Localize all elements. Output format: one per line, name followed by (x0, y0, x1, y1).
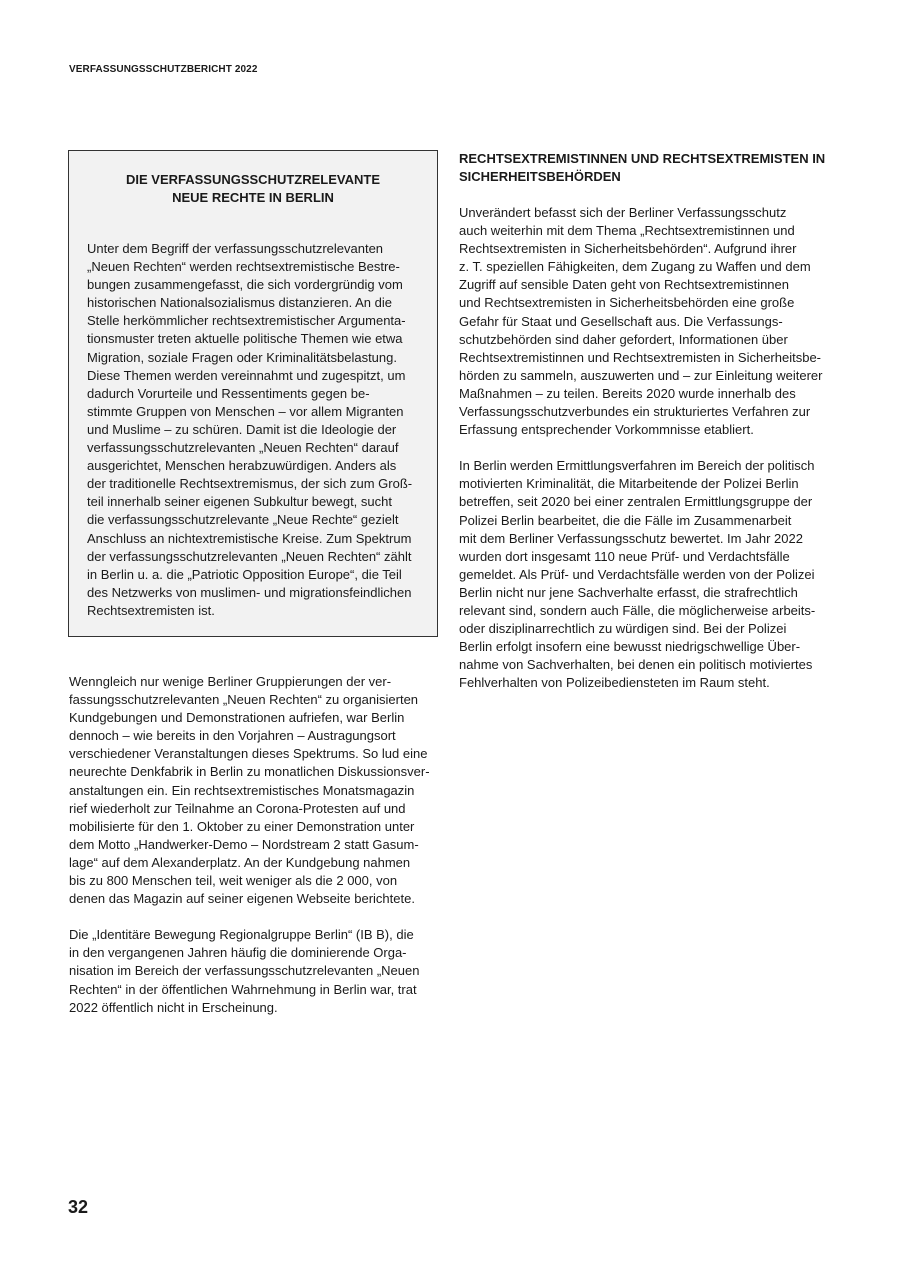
text-line: des Netzwerks von muslimen- und migrationsfeindlichen (87, 584, 412, 600)
text-line: Zugriff auf sensible Daten geht von Rechtsextremistinnen (459, 277, 789, 293)
text-line: ausgerichtet, Menschen herabzuwürdigen. Anders als (87, 458, 397, 474)
text-line: nahme von Sachverhalten, bei denen ein politisch motiviertes (459, 657, 813, 673)
text-line: Gefahr für Staat und Gesellschaft aus. Die Verfassungs- (459, 313, 783, 329)
text-line: Diese Themen werden vereinnahmt und zugespitzt, um (87, 367, 406, 383)
text-line: Maßnahmen – zu teilen. Bereits 2020 wurde innerhalb des (459, 385, 796, 401)
text-line: denen das Magazin auf seiner eigenen Webseite berichtete. (69, 891, 415, 907)
text-line: nisation im Bereich der verfassungsschutzrelevanten „Neuen (69, 963, 420, 979)
text-line: Rechten“ in der öffentlichen Wahrnehmung in Berlin war, trat (69, 981, 417, 997)
text-line: Fehlverhalten von Polizeibediensteten im Raum steht. (459, 675, 770, 691)
paragraph (459, 457, 839, 692)
text-line: und Rechtsextremisten in Sicherheitsbehörden eine große (459, 295, 795, 311)
text-line: motivierten Kriminalität, die Mitarbeitende der Polizei Berlin (459, 476, 799, 492)
text-line: 2022 öffentlich nicht in Erscheinung. (69, 999, 278, 1015)
text-line: relevant sind, sondern auch Fälle, die möglicherweise arbeits- (459, 602, 816, 618)
paragraph (69, 673, 444, 908)
info-box-body (87, 240, 423, 620)
text-line: Die „Identitäre Bewegung Regionalgruppe Berlin“ (IB B), die (69, 927, 414, 943)
text-line: mit dem Berliner Verfassungsschutz bewertet. Im Jahr 2022 (459, 530, 803, 546)
text-line: Berlin nicht nur jene Sachverhalte erfasst, die strafrechtlich (459, 584, 798, 600)
text-line: stimmte Gruppen von Menschen – vor allem Migranten (87, 403, 404, 419)
text-line: dem Motto „Handwerker-Demo – Nordstream 2 statt Gasum- (69, 836, 419, 852)
text-line: fassungsschutzrelevanten „Neuen Rechten“ zu organisierten (69, 692, 419, 708)
text-line: bis zu 800 Menschen teil, weit weniger als die 2 000, von (69, 873, 398, 889)
text-line: Rechtsextremisten in Sicherheitsbehörden“. Aufgrund ihrer (459, 241, 797, 257)
text-line: verfassungsschutzrelevanten „Neuen Rechten“ darauf (87, 440, 399, 456)
text-line: Migration, soziale Fragen oder Kriminalitätsbelastung. (87, 349, 397, 365)
text-line: „Neuen Rechten“ werden rechtsextremistische Bestre- (87, 259, 400, 275)
text-line: Kundgebungen und Demonstrationen aufriefen, war Berlin (69, 710, 405, 726)
left-column (69, 673, 444, 1017)
page-number: 32 (68, 1197, 89, 1217)
text-line: Anschluss an nichtextremistische Kreise. Zum Spektrum (87, 530, 412, 546)
text-line: neurechte Denkfabrik in Berlin zu monatlichen Diskussionsver- (69, 764, 430, 780)
paragraph (69, 926, 444, 1016)
text-line: gemeldet. Als Prüf- und Verdachtsfälle werden von der Polizei (459, 566, 815, 582)
text-line: oder disziplinarrechtlich zu würdigen sind. Bei der Polizei (459, 621, 787, 637)
text-line: historischen Nationalsozialismus distanzieren. An die (87, 295, 392, 311)
text-line: anstaltungen ein. Ein rechtsextremistisches Monatsmagazin (69, 782, 415, 798)
text-line: betreffen, seit 2020 bei einer zentralen Ermittlungsgruppe der (459, 494, 813, 510)
text-line: hörden zu sammeln, auszuwerten und – zur Einleitung weiterer (459, 367, 823, 383)
text-line: rief wiederholt zur Teilnahme an Corona-Protesten auf und (69, 800, 406, 816)
info-box-title-line: DIE VERFASSUNGSSCHUTZRELEVANTE (125, 172, 380, 187)
text-line: Polizei Berlin bearbeitet, die die Fälle im Zusammenarbeit (459, 512, 792, 528)
text-line: Erfassung entsprechender Vorkommnisse etabliert. (459, 422, 754, 438)
section-heading (459, 150, 839, 186)
text-line: und Muslime – zu schüren. Damit ist die Ideologie der (87, 421, 397, 437)
text-line: Rechtsextremisten ist. (87, 602, 215, 618)
text-line: der traditionelle Rechtsextremismus, der sich zum Groß- (87, 476, 413, 492)
text-line: Wenngleich nur wenige Berliner Gruppierungen der ver- (69, 674, 392, 689)
info-box-title-line: NEUE RECHTE IN BERLIN (172, 190, 334, 205)
text-line: bungen zusammengefasst, die sich vordergründig vom (87, 277, 403, 293)
text-line: Rechtsextremistinnen und Rechtsextremisten in Sicherheitsbe- (459, 349, 822, 365)
text-line: In Berlin werden Ermittlungsverfahren im Bereich der politisch (459, 458, 815, 474)
paragraph (459, 204, 839, 439)
text-line: dadurch Vorurteile und Ressentiments gegen be- (87, 385, 370, 401)
info-box (68, 150, 438, 637)
info-box-title (69, 171, 437, 207)
text-line: dennoch – wie bereits in den Vorjahren – Austragungsort (69, 728, 396, 744)
text-line: wurden dort insgesamt 110 neue Prüf- und Verdachtsfälle (459, 548, 790, 564)
heading-line: RECHTSEXTREMISTINNEN UND RECHTSEXTREMISTEN IN (459, 151, 826, 166)
text-line: z. T. speziellen Fähigkeiten, dem Zugang zu Waffen und dem (459, 259, 811, 275)
text-line: Stelle herkömmlicher rechtsextremistischer Argumenta- (87, 313, 406, 329)
running-header: VERFASSUNGSSCHUTZBERICHT 2022 (69, 64, 258, 75)
text-line: in Berlin u. a. die „Patriotic Opposition Europe“, die Teil (87, 566, 402, 582)
text-line: der verfassungsschutzrelevanten „Neuen Rechten“ zählt (87, 548, 412, 564)
text-line: Unverändert befasst sich der Berliner Verfassungsschutz (459, 205, 787, 220)
text-line: teil innerhalb seiner eigenen Subkultur bewegt, sucht (87, 494, 392, 510)
text-line: mobilisierte für den 1. Oktober zu einer Demonstration unter (69, 818, 415, 834)
text-line: die verfassungsschutzrelevante „Neue Rechte“ gezielt (87, 512, 399, 528)
text-line: schutzbehörden sind daher gefordert, Informationen über (459, 331, 788, 347)
text-line: Berlin erfolgt insofern eine bewusst niedrigschwellige Über- (459, 639, 801, 655)
right-column (459, 150, 839, 692)
text-line: lage“ auf dem Alexanderplatz. An der Kundgebung nahmen (69, 854, 411, 870)
text-line: Unter dem Begriff der verfassungsschutzrelevanten (87, 241, 384, 256)
text-line: Verfassungsschutzverbundes ein strukturiertes Verfahren zur (459, 404, 811, 420)
text-line: in den vergangenen Jahren häufig die dominierende Orga- (69, 945, 407, 961)
text-line: auch weiterhin mit dem Thema „Rechtsextremistinnen und (459, 223, 795, 239)
text-line: tionsmuster treten aktuelle politische Themen wie etwa (87, 331, 403, 347)
heading-line: SICHERHEITSBEHÖRDEN (459, 169, 621, 184)
text-line: verschiedener Veranstaltungen dieses Spektrums. So lud eine (69, 746, 428, 762)
